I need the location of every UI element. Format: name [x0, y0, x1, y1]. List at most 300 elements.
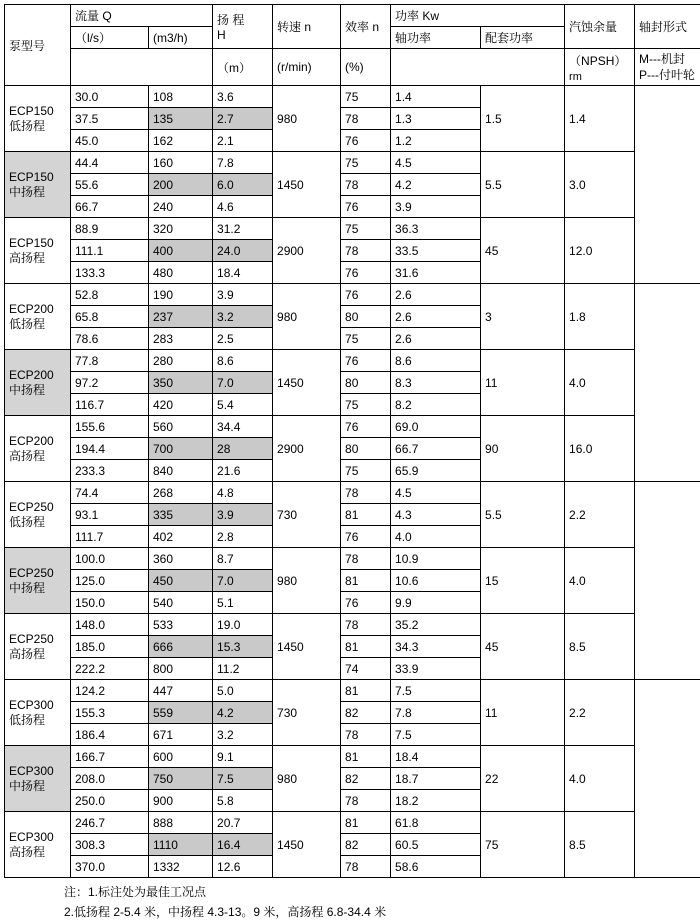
flow-m3h: 420 — [149, 394, 213, 416]
table-row — [5, 350, 700, 372]
flow-ls: 44.4 — [71, 152, 149, 174]
efficiency: 75 — [341, 460, 391, 482]
shaft-power: 18.4 — [391, 746, 481, 768]
shaft-power: 31.6 — [391, 262, 481, 284]
shaft-power: 8.6 — [391, 350, 481, 372]
header-flow: 流量 Q — [71, 5, 213, 27]
header-flow-blank — [71, 49, 213, 86]
npsh-value: 1.4 — [565, 86, 635, 152]
efficiency: 78 — [341, 108, 391, 130]
shaft-power: 35.2 — [391, 614, 481, 636]
model-code: ECP150 — [9, 170, 66, 185]
head-m: 31.2 — [213, 218, 273, 240]
flow-ls: 155.3 — [71, 702, 149, 724]
flow-ls: 133.3 — [71, 262, 149, 284]
header-head — [213, 5, 273, 49]
row-model — [5, 482, 71, 548]
table-row — [5, 416, 700, 438]
head-m: 2.7 — [213, 108, 273, 130]
header-seal-legend — [635, 49, 700, 86]
head-m: 16.4 — [213, 834, 273, 856]
head-m: 21.6 — [213, 460, 273, 482]
matched-power: 90 — [481, 416, 565, 482]
flow-ls: 155.6 — [71, 416, 149, 438]
speed-rpm: 980 — [273, 86, 341, 152]
efficiency: 78 — [341, 614, 391, 636]
header-npsh-unit — [565, 49, 635, 86]
shaft-power: 33.9 — [391, 658, 481, 680]
head-m: 8.6 — [213, 350, 273, 372]
head-m: 6.0 — [213, 174, 273, 196]
npsh-value: 4.0 — [565, 746, 635, 812]
head-m: 4.6 — [213, 196, 273, 218]
speed-rpm: 730 — [273, 482, 341, 548]
flow-m3h: 320 — [149, 218, 213, 240]
efficiency: 76 — [341, 262, 391, 284]
efficiency: 76 — [341, 350, 391, 372]
efficiency: 80 — [341, 306, 391, 328]
head-m: 28 — [213, 438, 273, 460]
shaft-power: 3.9 — [391, 196, 481, 218]
shaft-power: 4.5 — [391, 152, 481, 174]
model-code: ECP250 — [9, 632, 66, 647]
model-series: 中扬程 — [9, 383, 66, 398]
flow-ls: 97.2 — [71, 372, 149, 394]
flow-m3h: 447 — [149, 680, 213, 702]
header-head-label: 扬 程 — [217, 13, 244, 27]
efficiency: 81 — [341, 680, 391, 702]
row-model — [5, 548, 71, 614]
flow-m3h: 671 — [149, 724, 213, 746]
shaft-power: 61.8 — [391, 812, 481, 834]
shaft-power: 18.7 — [391, 768, 481, 790]
model-code: ECP200 — [9, 368, 66, 383]
model-series: 低扬程 — [9, 713, 66, 728]
flow-ls: 77.8 — [71, 350, 149, 372]
efficiency: 78 — [341, 548, 391, 570]
matched-power: 45 — [481, 614, 565, 680]
npsh-value: 4.0 — [565, 350, 635, 416]
model-code: ECP200 — [9, 434, 66, 449]
head-m: 4.2 — [213, 702, 273, 724]
header-eff-unit: (%) — [341, 49, 391, 86]
flow-ls: 194.4 — [71, 438, 149, 460]
shaft-power: 7.5 — [391, 724, 481, 746]
model-code: ECP250 — [9, 566, 66, 581]
flow-m3h: 666 — [149, 636, 213, 658]
flow-m3h: 533 — [149, 614, 213, 636]
model-series: 中扬程 — [9, 779, 66, 794]
head-m: 2.8 — [213, 526, 273, 548]
flow-ls: 30.0 — [71, 86, 149, 108]
flow-m3h: 108 — [149, 86, 213, 108]
flow-m3h: 280 — [149, 350, 213, 372]
shaft-power: 1.2 — [391, 130, 481, 152]
model-series: 中扬程 — [9, 185, 66, 200]
head-m: 9.1 — [213, 746, 273, 768]
efficiency: 81 — [341, 636, 391, 658]
speed-rpm: 980 — [273, 284, 341, 350]
efficiency: 76 — [341, 526, 391, 548]
efficiency: 76 — [341, 284, 391, 306]
flow-ls: 65.8 — [71, 306, 149, 328]
flow-ls: 100.0 — [71, 548, 149, 570]
head-m: 15.3 — [213, 636, 273, 658]
efficiency: 81 — [341, 504, 391, 526]
flow-ls: 45.0 — [71, 130, 149, 152]
header-npsh-unit-2: rm — [569, 71, 582, 83]
table-row — [5, 482, 700, 504]
flow-m3h: 540 — [149, 592, 213, 614]
table-row — [5, 284, 700, 306]
flow-m3h: 190 — [149, 284, 213, 306]
matched-power: 5.5 — [481, 482, 565, 548]
head-m: 3.2 — [213, 724, 273, 746]
speed-rpm: 1450 — [273, 812, 341, 878]
shaft-power: 33.5 — [391, 240, 481, 262]
efficiency: 78 — [341, 856, 391, 878]
header-power: 功率 Kw — [391, 5, 565, 27]
flow-ls: 111.1 — [71, 240, 149, 262]
table-row — [5, 218, 700, 240]
flow-m3h: 600 — [149, 746, 213, 768]
flow-ls: 93.1 — [71, 504, 149, 526]
model-series: 高扬程 — [9, 449, 66, 464]
table-row — [5, 680, 700, 702]
model-code: ECP200 — [9, 302, 66, 317]
shaft-power: 65.9 — [391, 460, 481, 482]
seal-type — [635, 86, 700, 284]
row-model — [5, 218, 71, 284]
flow-ls: 55.6 — [71, 174, 149, 196]
efficiency: 82 — [341, 834, 391, 856]
shaft-power: 60.5 — [391, 834, 481, 856]
efficiency: 74 — [341, 658, 391, 680]
head-m: 11.2 — [213, 658, 273, 680]
shaft-power: 2.6 — [391, 284, 481, 306]
efficiency: 75 — [341, 394, 391, 416]
seal-type — [635, 680, 700, 878]
head-m: 3.9 — [213, 504, 273, 526]
header-row-3 — [5, 49, 700, 86]
shaft-power: 4.2 — [391, 174, 481, 196]
flow-ls: 186.4 — [71, 724, 149, 746]
flow-ls: 308.3 — [71, 834, 149, 856]
npsh-value: 8.5 — [565, 812, 635, 878]
model-series: 高扬程 — [9, 251, 66, 266]
row-model — [5, 284, 71, 350]
flow-ls: 52.8 — [71, 284, 149, 306]
head-m: 7.0 — [213, 570, 273, 592]
flow-ls: 185.0 — [71, 636, 149, 658]
npsh-value: 4.0 — [565, 548, 635, 614]
flow-ls: 88.9 — [71, 218, 149, 240]
flow-m3h: 1110 — [149, 834, 213, 856]
head-m: 12.6 — [213, 856, 273, 878]
efficiency: 76 — [341, 592, 391, 614]
shaft-power: 9.9 — [391, 592, 481, 614]
npsh-value: 1.8 — [565, 284, 635, 350]
speed-rpm: 980 — [273, 548, 341, 614]
speed-rpm: 1450 — [273, 614, 341, 680]
shaft-power: 18.2 — [391, 790, 481, 812]
speed-rpm: 1450 — [273, 350, 341, 416]
speed-rpm: 2900 — [273, 218, 341, 284]
row-model — [5, 746, 71, 812]
flow-ls: 111.7 — [71, 526, 149, 548]
model-series: 中扬程 — [9, 581, 66, 596]
efficiency: 75 — [341, 218, 391, 240]
shaft-power: 8.2 — [391, 394, 481, 416]
flow-m3h: 900 — [149, 790, 213, 812]
flow-m3h: 240 — [149, 196, 213, 218]
shaft-power: 69.0 — [391, 416, 481, 438]
head-m: 5.1 — [213, 592, 273, 614]
efficiency: 76 — [341, 196, 391, 218]
header-power-blank — [391, 49, 565, 86]
model-series: 低扬程 — [9, 317, 66, 332]
flow-ls: 250.0 — [71, 790, 149, 812]
efficiency: 81 — [341, 746, 391, 768]
head-m: 5.8 — [213, 790, 273, 812]
model-code: ECP300 — [9, 698, 66, 713]
npsh-value: 3.0 — [565, 152, 635, 218]
table-row — [5, 152, 700, 174]
flow-ls: 37.5 — [71, 108, 149, 130]
efficiency: 81 — [341, 812, 391, 834]
flow-m3h: 559 — [149, 702, 213, 724]
model-code: ECP150 — [9, 236, 66, 251]
efficiency: 76 — [341, 416, 391, 438]
flow-m3h: 350 — [149, 372, 213, 394]
flow-ls: 208.0 — [71, 768, 149, 790]
head-m: 2.1 — [213, 130, 273, 152]
shaft-power: 1.4 — [391, 86, 481, 108]
head-m: 8.7 — [213, 548, 273, 570]
efficiency: 75 — [341, 86, 391, 108]
flow-m3h: 840 — [149, 460, 213, 482]
matched-power: 75 — [481, 812, 565, 878]
header-eff: 效率 n — [341, 5, 391, 49]
npsh-value: 8.5 — [565, 614, 635, 680]
flow-m3h: 1332 — [149, 856, 213, 878]
head-m: 7.5 — [213, 768, 273, 790]
npsh-value: 2.2 — [565, 482, 635, 548]
head-m: 34.4 — [213, 416, 273, 438]
speed-rpm: 980 — [273, 746, 341, 812]
row-model — [5, 614, 71, 680]
flow-m3h: 480 — [149, 262, 213, 284]
seal-type — [635, 284, 700, 482]
header-flow-unit-m3h: (m3/h) — [149, 27, 213, 49]
model-code: ECP300 — [9, 830, 66, 845]
npsh-value: 2.2 — [565, 680, 635, 746]
efficiency: 78 — [341, 790, 391, 812]
efficiency: 80 — [341, 372, 391, 394]
shaft-power: 66.7 — [391, 438, 481, 460]
note-line-2: 2.低扬程 2-5.4 米，中扬程 4.3-13。9 米，高扬程 6.8-34.4 米 — [64, 902, 696, 922]
shaft-power: 2.6 — [391, 306, 481, 328]
table-row — [5, 812, 700, 834]
flow-ls: 116.7 — [71, 394, 149, 416]
efficiency: 75 — [341, 328, 391, 350]
note-line-1: 注：1.标注处为最佳工况点 — [64, 882, 696, 902]
efficiency: 81 — [341, 570, 391, 592]
flow-ls: 148.0 — [71, 614, 149, 636]
shaft-power: 7.8 — [391, 702, 481, 724]
header-npsh-unit-1: （NPSH） — [569, 54, 626, 68]
seal-type — [635, 482, 700, 680]
flow-m3h: 135 — [149, 108, 213, 130]
row-model — [5, 152, 71, 218]
head-m: 3.2 — [213, 306, 273, 328]
flow-m3h: 335 — [149, 504, 213, 526]
model-code: ECP250 — [9, 500, 66, 515]
flow-ls: 125.0 — [71, 570, 149, 592]
table-row — [5, 746, 700, 768]
pump-spec-table — [4, 4, 700, 878]
matched-power: 11 — [481, 680, 565, 746]
flow-ls: 246.7 — [71, 812, 149, 834]
efficiency: 80 — [341, 438, 391, 460]
head-m: 24.0 — [213, 240, 273, 262]
flow-m3h: 402 — [149, 526, 213, 548]
flow-ls: 166.7 — [71, 746, 149, 768]
header-flow-unit-ls: （l/s） — [71, 27, 149, 49]
matched-power: 15 — [481, 548, 565, 614]
flow-ls: 74.4 — [71, 482, 149, 504]
row-model — [5, 812, 71, 878]
header-head-unit: （m） — [213, 49, 273, 86]
npsh-value: 12.0 — [565, 218, 635, 284]
flow-m3h: 200 — [149, 174, 213, 196]
table-row — [5, 86, 700, 108]
shaft-power: 4.5 — [391, 482, 481, 504]
flow-ls: 370.0 — [71, 856, 149, 878]
flow-m3h: 888 — [149, 812, 213, 834]
header-speed-unit: (r/min) — [273, 49, 341, 86]
flow-ls: 66.7 — [71, 196, 149, 218]
efficiency: 78 — [341, 174, 391, 196]
model-series: 低扬程 — [9, 515, 66, 530]
matched-power: 3 — [481, 284, 565, 350]
shaft-power: 10.9 — [391, 548, 481, 570]
row-model — [5, 416, 71, 482]
efficiency: 82 — [341, 702, 391, 724]
row-model — [5, 350, 71, 416]
flow-ls: 233.3 — [71, 460, 149, 482]
efficiency: 82 — [341, 768, 391, 790]
table-row — [5, 548, 700, 570]
head-m: 19.0 — [213, 614, 273, 636]
head-m: 7.0 — [213, 372, 273, 394]
head-m: 5.4 — [213, 394, 273, 416]
shaft-power: 36.3 — [391, 218, 481, 240]
flow-ls: 124.2 — [71, 680, 149, 702]
head-m: 3.6 — [213, 86, 273, 108]
header-head-h: H — [217, 28, 226, 42]
matched-power: 22 — [481, 746, 565, 812]
header-seal-m: M---机封 — [639, 51, 700, 67]
flow-ls: 222.2 — [71, 658, 149, 680]
model-series: 高扬程 — [9, 647, 66, 662]
shaft-power: 34.3 — [391, 636, 481, 658]
flow-m3h: 162 — [149, 130, 213, 152]
flow-m3h: 160 — [149, 152, 213, 174]
head-m: 4.8 — [213, 482, 273, 504]
header-speed: 转速 n — [273, 5, 341, 49]
matched-power: 5.5 — [481, 152, 565, 218]
head-m: 3.9 — [213, 284, 273, 306]
flow-m3h: 750 — [149, 768, 213, 790]
efficiency: 78 — [341, 482, 391, 504]
speed-rpm: 1450 — [273, 152, 341, 218]
speed-rpm: 2900 — [273, 416, 341, 482]
model-code: ECP150 — [9, 104, 66, 119]
head-m: 18.4 — [213, 262, 273, 284]
header-model: 泵型号 — [5, 5, 71, 86]
model-code: ECP300 — [9, 764, 66, 779]
flow-ls: 150.0 — [71, 592, 149, 614]
matched-power: 1.5 — [481, 86, 565, 152]
head-m: 2.5 — [213, 328, 273, 350]
npsh-value: 16.0 — [565, 416, 635, 482]
header-seal-p: P---付叶轮 — [639, 67, 700, 83]
header-seal: 轴封形式 — [635, 5, 700, 49]
shaft-power: 1.3 — [391, 108, 481, 130]
flow-m3h: 400 — [149, 240, 213, 262]
header-row-1 — [5, 5, 700, 27]
head-m: 7.8 — [213, 152, 273, 174]
shaft-power: 7.5 — [391, 680, 481, 702]
efficiency: 78 — [341, 240, 391, 262]
flow-ls: 78.6 — [71, 328, 149, 350]
flow-m3h: 450 — [149, 570, 213, 592]
shaft-power: 10.6 — [391, 570, 481, 592]
flow-m3h: 700 — [149, 438, 213, 460]
table-header — [5, 5, 700, 86]
flow-m3h: 560 — [149, 416, 213, 438]
model-series: 高扬程 — [9, 845, 66, 860]
flow-m3h: 283 — [149, 328, 213, 350]
row-model — [5, 86, 71, 152]
flow-m3h: 800 — [149, 658, 213, 680]
matched-power: 45 — [481, 218, 565, 284]
row-model — [5, 680, 71, 746]
flow-m3h: 268 — [149, 482, 213, 504]
head-m: 5.0 — [213, 680, 273, 702]
notes-block — [4, 878, 696, 922]
efficiency: 76 — [341, 130, 391, 152]
table-body — [5, 86, 700, 878]
shaft-power: 4.0 — [391, 526, 481, 548]
flow-m3h: 360 — [149, 548, 213, 570]
shaft-power: 4.3 — [391, 504, 481, 526]
shaft-power: 58.6 — [391, 856, 481, 878]
model-series: 低扬程 — [9, 119, 66, 134]
efficiency: 75 — [341, 152, 391, 174]
header-power-shaft: 轴功率 — [391, 27, 481, 49]
shaft-power: 2.6 — [391, 328, 481, 350]
flow-m3h: 237 — [149, 306, 213, 328]
speed-rpm: 730 — [273, 680, 341, 746]
head-m: 20.7 — [213, 812, 273, 834]
matched-power: 11 — [481, 350, 565, 416]
table-row — [5, 614, 700, 636]
efficiency: 78 — [341, 724, 391, 746]
header-power-match: 配套功率 — [481, 27, 565, 49]
shaft-power: 8.3 — [391, 372, 481, 394]
